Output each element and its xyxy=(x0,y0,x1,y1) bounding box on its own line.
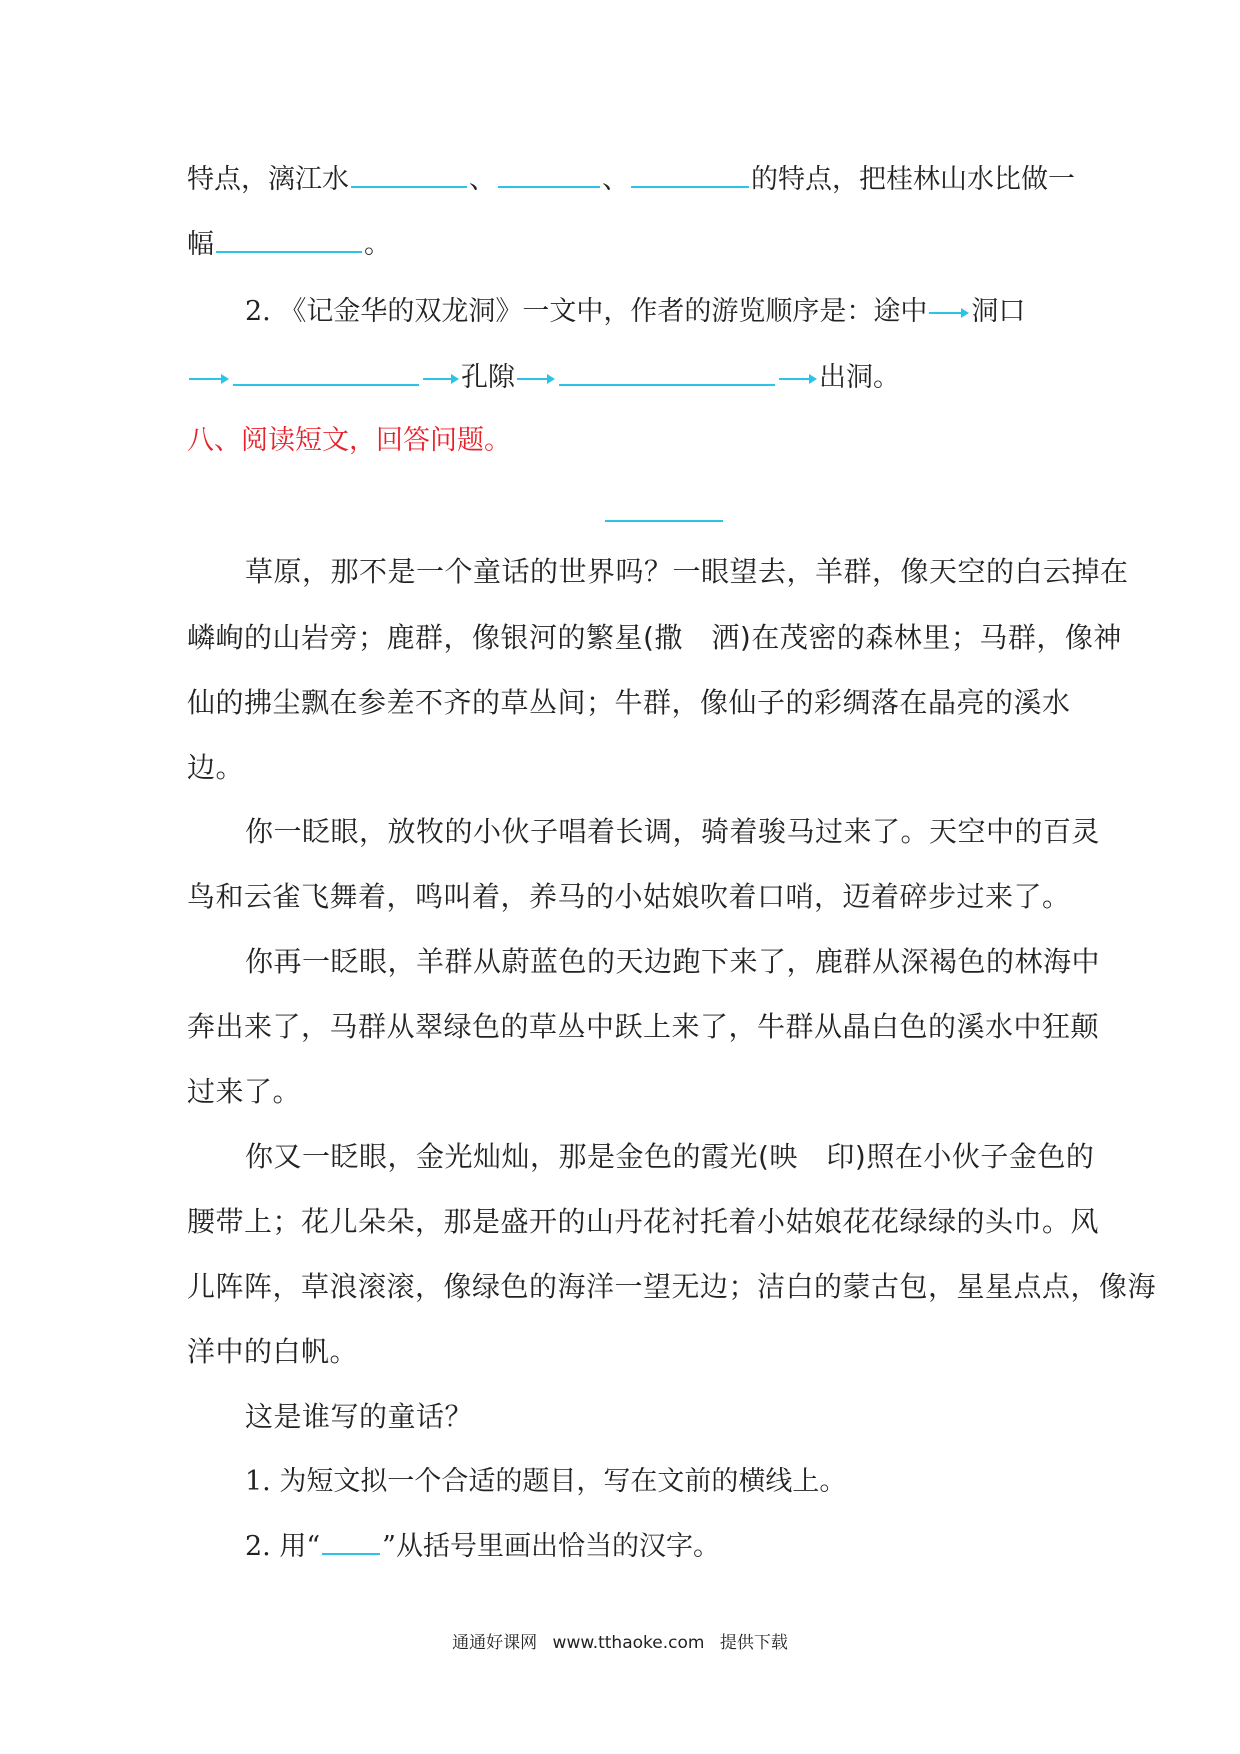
q1-line-2 xyxy=(187,225,391,265)
answer-blank[interactable] xyxy=(216,225,362,253)
answer-blank[interactable] xyxy=(559,358,775,386)
question-2 xyxy=(245,1527,720,1567)
footer xyxy=(0,1628,1240,1653)
answer-blank[interactable] xyxy=(498,160,600,188)
passage-line: 奔出来了，马群从翠绿色的草丛中跃上来了，牛群从晶白色的溪水中狂颠 xyxy=(187,1010,1100,1043)
arrow-icon xyxy=(779,369,817,389)
q2-line-1 xyxy=(245,292,1025,332)
passage-line: 仙的拂尘飘在参差不齐的草丛间；牛群，像仙子的彩绸落在晶亮的溪水 xyxy=(187,686,1071,719)
passage-line: 这是谁写的童话？ xyxy=(245,1400,474,1433)
title-blank[interactable] xyxy=(605,520,723,522)
answer-blank[interactable] xyxy=(233,358,419,386)
passage-line: 洋中的白帆。 xyxy=(187,1335,359,1368)
q2-kongxi: 孔隙 xyxy=(461,362,515,393)
question-2-text-b: ”从括号里画出恰当的汉字。 xyxy=(382,1531,720,1562)
separator: 、 xyxy=(469,164,496,195)
q2-chudong: 出洞。 xyxy=(819,362,900,393)
footer-site-name: 通通好课网 xyxy=(452,1633,538,1653)
q1-line-1 xyxy=(187,160,1075,200)
passage-line: 草原，那不是一个童话的世界吗？一眼望去，羊群，像天空的白云掉在 xyxy=(245,555,1129,588)
answer-blank[interactable] xyxy=(631,160,749,188)
passage-line: 边。 xyxy=(187,751,245,784)
footer-url[interactable]: www.tthaoke.com xyxy=(552,1633,705,1653)
passage-line: 腰带上；花儿朵朵，那是盛开的山丹花衬托着小姑娘花花绿绿的头巾。风 xyxy=(187,1205,1100,1238)
q2-text-b: 洞口 xyxy=(971,296,1026,327)
footer-suffix: 提供下载 xyxy=(719,1633,788,1653)
section-heading: 八、阅读短文，回答问题。 xyxy=(187,425,511,456)
arrow-icon xyxy=(423,369,459,389)
arrow-icon xyxy=(189,369,229,389)
question-1: 1. 为短文拟一个合适的题目，写在文前的横线上。 xyxy=(245,1466,847,1497)
q2-line-2 xyxy=(187,358,900,398)
q1-text-a: 特点，漓江水 xyxy=(187,164,349,195)
answer-blank xyxy=(322,1527,380,1555)
passage-line: 过来了。 xyxy=(187,1075,302,1108)
passage-line: 嶙峋的山岩旁；鹿群，像银河的繁星(撒 洒)在茂密的森林里；马群，像神 xyxy=(187,621,1122,654)
q1-text-c: 幅 xyxy=(187,229,214,260)
arrow-icon xyxy=(517,369,555,389)
separator: 、 xyxy=(602,164,629,195)
passage-line: 儿阵阵，草浪滚滚，像绿色的海洋一望无边；洁白的蒙古包，星星点点，像海 xyxy=(187,1270,1157,1303)
q1-text-b: 的特点，把桂林山水比做一 xyxy=(751,164,1075,195)
passage-line: 你再一眨眼，羊群从蔚蓝色的天边跑下来了，鹿群从深褐色的林海中 xyxy=(245,945,1101,978)
passage-line: 你又一眨眼，金光灿灿，那是金色的霞光(映 印)照在小伙子金色的 xyxy=(245,1140,1095,1173)
answer-blank[interactable] xyxy=(351,160,467,188)
passage-line: 你一眨眼，放牧的小伙子唱着长调，骑着骏马过来了。天空中的百灵 xyxy=(245,815,1101,848)
q1-text-end: 。 xyxy=(364,229,391,260)
question-2-text-a: 2. 用“ xyxy=(245,1531,321,1562)
arrow-icon xyxy=(929,303,969,323)
passage-line: 鸟和云雀飞舞着，鸣叫着，养马的小姑娘吹着口哨，迈着碎步过来了。 xyxy=(187,880,1071,913)
q2-text-a: 2. 《记金华的双龙洞》一文中，作者的游览顺序是：途中 xyxy=(245,296,928,327)
